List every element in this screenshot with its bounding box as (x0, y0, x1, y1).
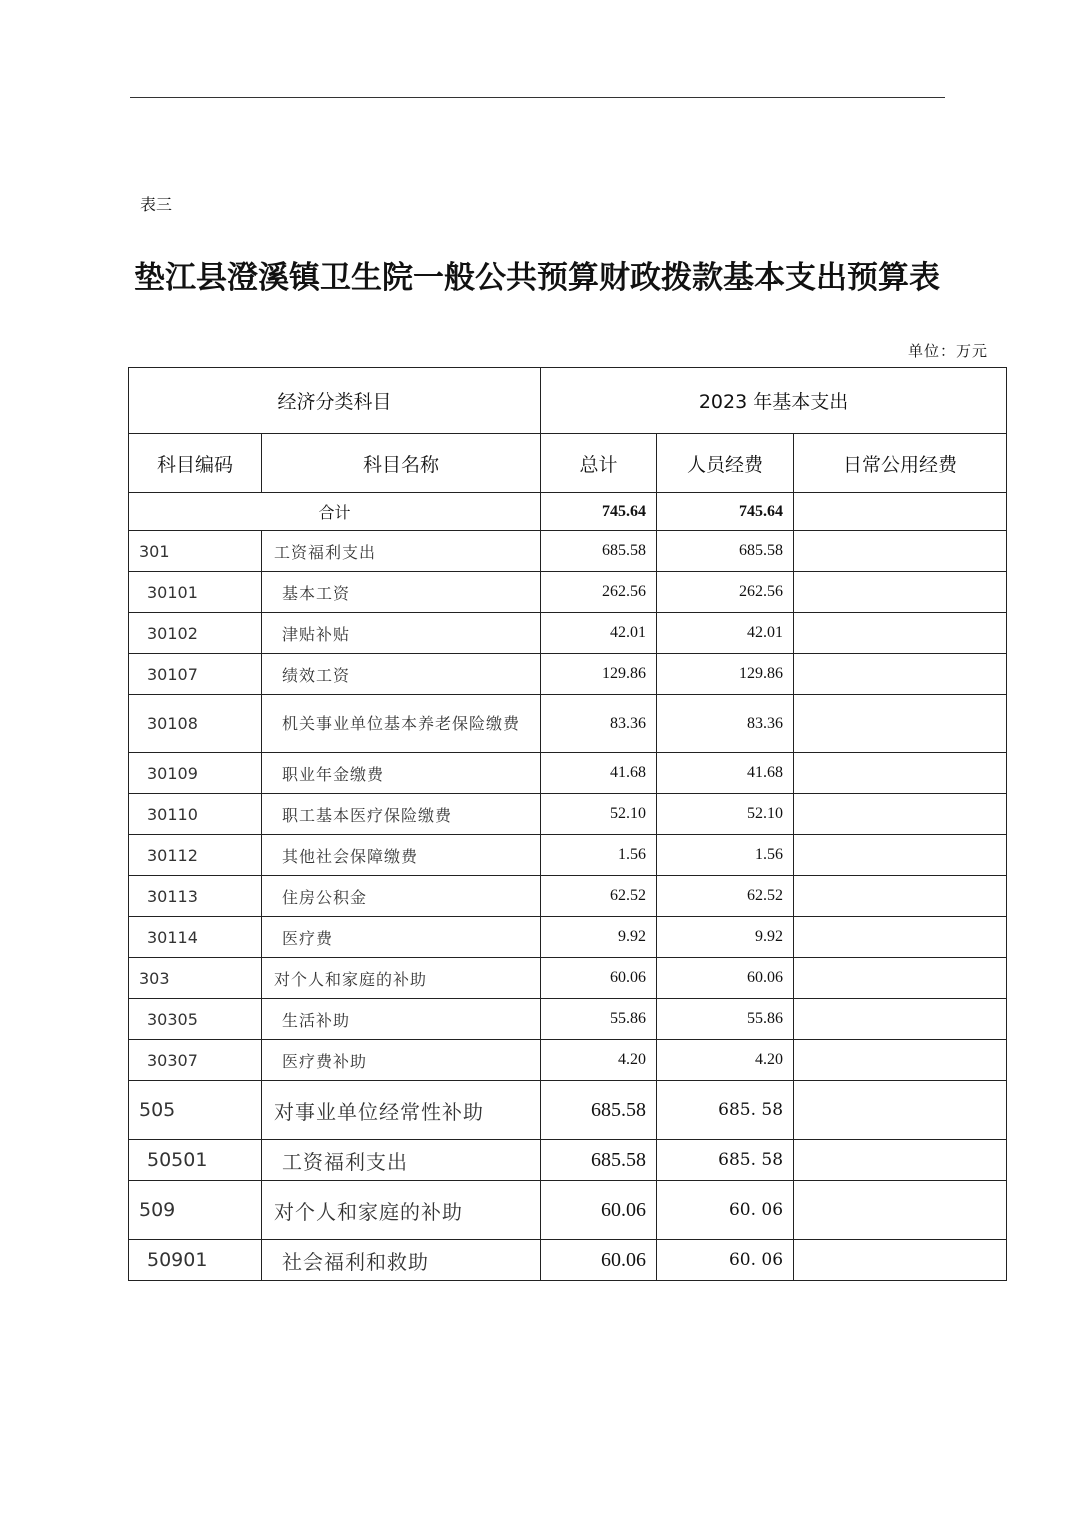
row-code: 30101 (129, 572, 262, 613)
row-code: 30110 (129, 794, 262, 835)
row-code: 509 (129, 1181, 262, 1240)
row-code: 30307 (129, 1040, 262, 1081)
row-total: 62.52 (541, 876, 657, 917)
row-public (794, 613, 1007, 654)
row-code: 30114 (129, 917, 262, 958)
row-total: 4.20 (541, 1040, 657, 1081)
group-header-expenditure: 2023 年基本支出 (541, 368, 1007, 434)
row-public (794, 999, 1007, 1040)
row-public (794, 1181, 1007, 1240)
row-code: 30305 (129, 999, 262, 1040)
row-total: 685.58 (541, 1140, 657, 1181)
row-personnel: 62.52 (657, 876, 794, 917)
row-name: 绩效工资 (262, 654, 541, 695)
row-public (794, 835, 1007, 876)
table-row (129, 695, 1007, 753)
row-code: 30107 (129, 654, 262, 695)
row-code: 30102 (129, 613, 262, 654)
budget-table (128, 367, 1007, 1281)
row-total: 1.56 (541, 835, 657, 876)
row-total: 83.36 (541, 695, 657, 753)
row-name: 社会福利和救助 (262, 1240, 541, 1281)
total-label: 合计 (129, 493, 541, 531)
row-public (794, 794, 1007, 835)
table-row (129, 753, 1007, 794)
row-public (794, 531, 1007, 572)
table-row (129, 835, 1007, 876)
row-name: 生活补助 (262, 999, 541, 1040)
table-row (129, 654, 1007, 695)
row-total: 42.01 (541, 613, 657, 654)
row-personnel: 262.56 (657, 572, 794, 613)
total-public (794, 493, 1007, 531)
table-row (129, 613, 1007, 654)
header-row-columns (129, 434, 1007, 493)
table-row (129, 1240, 1007, 1281)
table-row (129, 531, 1007, 572)
row-name: 住房公积金 (262, 876, 541, 917)
table-row (129, 999, 1007, 1040)
row-personnel: 83.36 (657, 695, 794, 753)
row-total: 129.86 (541, 654, 657, 695)
row-name: 对个人和家庭的补助 (262, 958, 541, 999)
total-personnel: 745.64 (657, 493, 794, 531)
row-code: 50501 (129, 1140, 262, 1181)
row-public (794, 876, 1007, 917)
row-total: 55.86 (541, 999, 657, 1040)
total-row (129, 493, 1007, 531)
row-total: 685.58 (541, 531, 657, 572)
group-header-classification: 经济分类科目 (129, 368, 541, 434)
row-code: 30112 (129, 835, 262, 876)
table-row (129, 917, 1007, 958)
row-name: 基本工资 (262, 572, 541, 613)
row-total: 60.06 (541, 958, 657, 999)
row-personnel: 4.20 (657, 1040, 794, 1081)
row-personnel: 685. 58 (657, 1140, 794, 1181)
row-total: 41.68 (541, 753, 657, 794)
row-total: 60.06 (541, 1181, 657, 1240)
row-name: 机关事业单位基本养老保险缴费 (262, 695, 541, 753)
row-total: 52.10 (541, 794, 657, 835)
row-code: 30113 (129, 876, 262, 917)
row-name: 工资福利支出 (262, 531, 541, 572)
table-label: 表三 (140, 195, 173, 214)
row-personnel: 42.01 (657, 613, 794, 654)
col-header-code: 科目编码 (129, 434, 262, 493)
row-name: 医疗费 (262, 917, 541, 958)
total-sum: 745.64 (541, 493, 657, 531)
row-code: 30108 (129, 695, 262, 753)
table-row (129, 958, 1007, 999)
row-personnel: 685.58 (657, 531, 794, 572)
row-code: 301 (129, 531, 262, 572)
col-header-personnel: 人员经费 (657, 434, 794, 493)
row-public (794, 572, 1007, 613)
row-public (794, 654, 1007, 695)
row-name: 医疗费补助 (262, 1040, 541, 1081)
table-row (129, 1040, 1007, 1081)
row-total: 262.56 (541, 572, 657, 613)
row-personnel: 9.92 (657, 917, 794, 958)
row-code: 50901 (129, 1240, 262, 1281)
table-row (129, 1140, 1007, 1181)
row-total: 685.58 (541, 1081, 657, 1140)
row-personnel: 52.10 (657, 794, 794, 835)
row-public (794, 1081, 1007, 1140)
row-public (794, 753, 1007, 794)
row-public (794, 1040, 1007, 1081)
row-personnel: 41.68 (657, 753, 794, 794)
page-title: 垫江县澄溪镇卫生院一般公共预算财政拨款基本支出预算表 (134, 260, 940, 296)
unit-label: 单位：万元 (908, 342, 989, 360)
row-name: 职工基本医疗保险缴费 (262, 794, 541, 835)
table-row (129, 1081, 1007, 1140)
row-name: 对事业单位经常性补助 (262, 1081, 541, 1140)
row-public (794, 917, 1007, 958)
row-personnel: 60. 06 (657, 1181, 794, 1240)
row-code: 30109 (129, 753, 262, 794)
row-name: 津贴补贴 (262, 613, 541, 654)
table-row (129, 572, 1007, 613)
row-personnel: 60. 06 (657, 1240, 794, 1281)
row-personnel: 685. 58 (657, 1081, 794, 1140)
col-header-total: 总计 (541, 434, 657, 493)
row-total: 60.06 (541, 1240, 657, 1281)
table-row (129, 794, 1007, 835)
row-public (794, 1140, 1007, 1181)
row-name: 对个人和家庭的补助 (262, 1181, 541, 1240)
row-code: 303 (129, 958, 262, 999)
row-personnel: 129.86 (657, 654, 794, 695)
row-public (794, 1240, 1007, 1281)
col-header-name: 科目名称 (262, 434, 541, 493)
row-public (794, 695, 1007, 753)
col-header-public: 日常公用经费 (794, 434, 1007, 493)
row-name: 职业年金缴费 (262, 753, 541, 794)
table-row (129, 1181, 1007, 1240)
header-row-group (129, 368, 1007, 434)
row-code: 505 (129, 1081, 262, 1140)
row-personnel: 60.06 (657, 958, 794, 999)
table-row (129, 876, 1007, 917)
header-rule (130, 97, 945, 98)
row-personnel: 1.56 (657, 835, 794, 876)
row-name: 工资福利支出 (262, 1140, 541, 1181)
row-total: 9.92 (541, 917, 657, 958)
row-personnel: 55.86 (657, 999, 794, 1040)
row-name: 其他社会保障缴费 (262, 835, 541, 876)
row-public (794, 958, 1007, 999)
